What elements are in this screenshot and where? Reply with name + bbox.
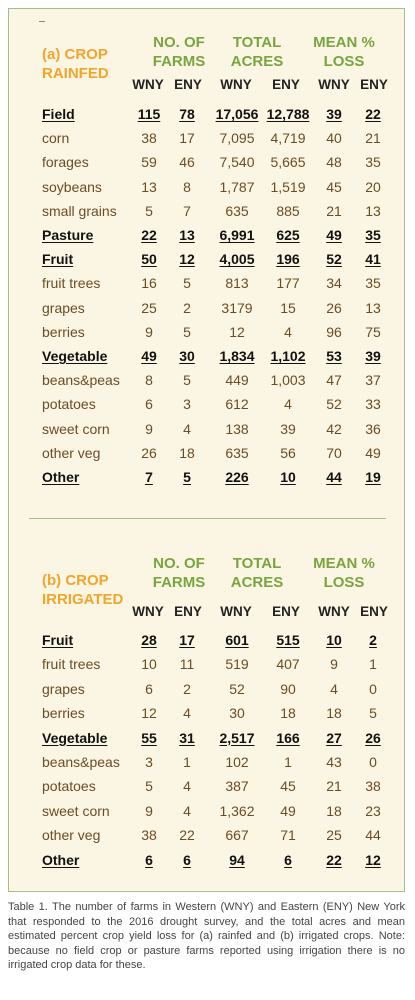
farms-wny-cell: 59	[141, 154, 157, 171]
table-row	[9, 395, 404, 419]
loss-wny-header: WNY	[318, 604, 350, 619]
loss-eny-header: ENY	[360, 604, 388, 619]
table-row	[9, 420, 404, 444]
acres-header: TOTAL ACRES	[230, 34, 284, 70]
acres-eny-cell: 196	[276, 251, 300, 268]
farms-wny-cell: 7	[145, 469, 153, 485]
row-label: Field	[42, 106, 75, 122]
farms-eny-header: ENY	[174, 604, 202, 619]
row-label: Other	[42, 851, 80, 868]
loss-eny-cell: 20	[365, 178, 381, 195]
farms-eny-cell: 7	[183, 202, 191, 219]
loss-wny-cell: 47	[326, 372, 342, 389]
acres-wny-cell: 7,095	[219, 130, 255, 147]
acres-wny-cell: 3179	[221, 299, 253, 316]
loss-eny-cell: 75	[365, 323, 381, 340]
farms-eny-cell: 4	[183, 778, 191, 795]
acres-eny-cell: 5,665	[270, 154, 306, 171]
loss-wny-cell: 18	[326, 705, 342, 722]
table-row	[9, 680, 404, 704]
farms-eny-cell: 1	[183, 754, 191, 770]
loss-eny-cell: 1	[369, 656, 377, 673]
row-label: berries	[42, 705, 85, 722]
loss-wny-cell: 21	[326, 202, 342, 219]
loss-header: MEAN % LOSS	[313, 34, 375, 70]
acres-wny-cell: 30	[229, 705, 245, 722]
loss-wny-cell: 48	[326, 154, 342, 171]
acres-eny-cell: 407	[276, 656, 300, 673]
loss-wny-cell: 52	[326, 251, 342, 268]
farms-eny-cell: 4	[183, 802, 191, 819]
farms-eny-cell: 4	[183, 420, 191, 437]
loss-eny-cell: 39	[365, 348, 381, 364]
table-row	[9, 631, 404, 655]
loss-eny-cell: 37	[365, 372, 381, 389]
table-row	[9, 274, 404, 298]
acres-eny-cell: 885	[276, 202, 300, 219]
acres-wny-cell: 94	[229, 851, 245, 868]
farms-wny-cell: 6	[145, 396, 153, 413]
loss-eny-cell: 49	[365, 444, 381, 461]
loss-eny-cell: 0	[369, 754, 377, 770]
table-row	[9, 250, 404, 274]
acres-wny-cell: 7,540	[219, 154, 255, 171]
table-row	[9, 153, 404, 177]
farms-eny-cell: 78	[179, 106, 195, 122]
loss-eny-cell: 44	[365, 827, 381, 844]
row-label: Vegetable	[42, 348, 108, 364]
acres-eny-cell: 49	[280, 802, 296, 819]
loss-wny-cell: 43	[326, 754, 342, 770]
farms-eny-cell: 5	[183, 323, 191, 340]
loss-eny-cell: 38	[365, 778, 381, 795]
row-label: potatoes	[42, 778, 96, 795]
acres-wny-cell: 2,517	[219, 729, 255, 746]
loss-wny-cell: 21	[326, 778, 342, 795]
row-label: fruit trees	[42, 275, 101, 292]
row-label: sweet corn	[42, 802, 110, 819]
loss-wny-cell: 40	[326, 130, 342, 147]
loss-eny-cell: 19	[365, 469, 381, 485]
acres-wny-cell: 519	[225, 656, 249, 673]
farms-wny-cell: 28	[141, 632, 157, 648]
acres-wny-cell: 52	[229, 680, 245, 697]
farms-wny-cell: 5	[145, 202, 153, 219]
loss-wny-cell: 4	[330, 680, 338, 697]
loss-wny-cell: 53	[326, 348, 342, 364]
farms-eny-cell: 18	[179, 444, 195, 461]
row-label: sweet corn	[42, 420, 110, 437]
farms-eny-cell: 17	[179, 632, 195, 648]
acres-eny-cell: 625	[276, 227, 300, 243]
acres-wny-cell: 1,787	[219, 178, 255, 195]
table-row	[9, 704, 404, 728]
acres-eny-cell: 10	[280, 469, 296, 485]
loss-eny-cell: 21	[365, 130, 381, 147]
farms-wny-cell: 6	[145, 851, 153, 868]
loss-wny-cell: 18	[326, 802, 342, 819]
farms-eny-cell: 6	[183, 851, 191, 868]
row-label: potatoes	[42, 396, 96, 413]
acres-wny-cell: 226	[225, 469, 249, 485]
loss-eny-cell: 13	[365, 202, 381, 219]
farms-wny-cell: 115	[137, 106, 161, 122]
loss-eny-cell: 35	[365, 154, 381, 171]
acres-eny-cell: 4	[284, 396, 292, 413]
row-label: Fruit	[42, 251, 74, 268]
loss-wny-cell: 39	[326, 106, 342, 122]
acres-header: TOTAL ACRES	[230, 555, 284, 591]
acres-wny-cell: 12	[229, 323, 245, 340]
loss-wny-cell: 25	[326, 827, 342, 844]
loss-wny-cell: 27	[326, 729, 342, 746]
row-label: corn	[42, 130, 70, 147]
farms-wny-cell: 22	[141, 227, 157, 243]
farms-wny-cell: 9	[145, 802, 153, 819]
farms-header: NO. OF FARMS	[152, 555, 206, 591]
farms-wny-cell: 13	[141, 178, 157, 195]
acres-eny-cell: 45	[280, 778, 296, 795]
farms-wny-header: WNY	[132, 604, 164, 619]
farms-eny-cell: 17	[179, 130, 195, 147]
farms-eny-cell: 3	[183, 396, 191, 413]
farms-wny-cell: 12	[141, 705, 157, 722]
loss-eny-cell: 22	[365, 106, 381, 122]
acres-eny-cell: 177	[276, 275, 300, 292]
loss-wny-cell: 52	[326, 396, 342, 413]
row-label: grapes	[42, 299, 85, 316]
farms-eny-cell: 2	[183, 299, 191, 316]
acres-eny-cell: 15	[280, 299, 296, 316]
loss-eny-cell: 26	[365, 729, 381, 746]
acres-eny-cell: 1,102	[270, 348, 306, 364]
row-label: soybeans	[42, 178, 102, 195]
row-label: other veg	[42, 827, 101, 844]
acres-wny-cell: 17,056	[215, 106, 259, 122]
farms-wny-cell: 50	[141, 251, 157, 268]
row-label: Fruit	[42, 632, 74, 648]
farms-eny-cell: 8	[183, 178, 191, 195]
farms-eny-cell: 5	[183, 469, 191, 485]
farms-eny-cell: 5	[183, 372, 191, 389]
acres-eny-cell: 71	[280, 827, 296, 844]
acres-eny-cell: 56	[280, 444, 296, 461]
loss-wny-cell: 49	[326, 227, 342, 243]
loss-wny-cell: 70	[326, 444, 342, 461]
farms-eny-cell: 12	[179, 251, 195, 268]
acres-eny-cell: 166	[276, 729, 300, 746]
loss-eny-cell: 0	[369, 680, 377, 697]
farms-eny-cell: 46	[179, 154, 195, 171]
loss-eny-cell: 13	[365, 299, 381, 316]
farms-wny-cell: 3	[145, 754, 153, 770]
loss-wny-cell: 96	[326, 323, 342, 340]
row-label: Other	[42, 469, 80, 485]
rainfed-title: (a) CROP RAINFED	[42, 46, 109, 82]
loss-eny-header: ENY	[360, 77, 388, 92]
acres-wny-cell: 102	[225, 754, 249, 770]
table-row	[9, 226, 404, 250]
loss-wny-cell: 10	[326, 632, 342, 648]
row-label: fruit trees	[42, 656, 101, 673]
section-divider	[29, 518, 386, 519]
farms-eny-cell: 2	[183, 680, 191, 697]
acres-wny-cell: 387	[225, 778, 249, 795]
farms-eny-cell: 31	[179, 729, 195, 746]
table-row	[9, 729, 404, 753]
table-row	[9, 851, 404, 875]
acres-eny-header: ENY	[272, 77, 300, 92]
acres-eny-cell: 1,519	[270, 178, 306, 195]
acres-eny-cell: 18	[280, 705, 296, 722]
farms-wny-cell: 9	[145, 323, 153, 340]
acres-wny-cell: 6,991	[219, 227, 255, 243]
loss-wny-cell: 26	[326, 299, 342, 316]
loss-wny-cell: 22	[326, 851, 342, 868]
farms-wny-cell: 16	[141, 275, 157, 292]
farms-wny-cell: 49	[141, 348, 157, 364]
acres-eny-cell: 12,788	[266, 106, 310, 122]
acres-wny-cell: 1,834	[219, 348, 255, 364]
farms-wny-cell: 9	[145, 420, 153, 437]
table-caption: Table 1. The number of farms in Western (WNY) and Eastern (ENY) New York that responded to the 2016 drought survey, and the total acres and mean estimated percent crop yield loss for (a) rainfed and (b) irrigated crops. Note: because no field crop or pasture farms reported using irrigation there is no irrigated crop data for these.	[8, 901, 405, 971]
loss-eny-cell: 33	[365, 396, 381, 413]
acres-eny-cell: 6	[284, 851, 292, 868]
loss-eny-cell: 36	[365, 420, 381, 437]
farms-wny-cell: 6	[145, 680, 153, 697]
acres-wny-cell: 601	[225, 632, 249, 648]
loss-wny-cell: 42	[326, 420, 342, 437]
loss-wny-cell: 44	[326, 469, 342, 485]
farms-wny-cell: 26	[141, 444, 157, 461]
loss-eny-cell: 35	[365, 275, 381, 292]
acres-wny-cell: 138	[225, 420, 249, 437]
farms-wny-cell: 55	[141, 729, 157, 746]
farms-eny-cell: 22	[179, 827, 195, 844]
table-row	[9, 178, 404, 202]
farms-eny-cell: 30	[179, 348, 195, 364]
row-label: Pasture	[42, 227, 94, 243]
acres-wny-cell: 635	[225, 444, 249, 461]
irrigated-title: (b) CROP IRRIGATED	[42, 572, 124, 608]
corner-mark	[39, 21, 45, 22]
table-row	[9, 323, 404, 347]
loss-wny-header: WNY	[318, 77, 350, 92]
table-row	[9, 202, 404, 226]
loss-wny-cell: 34	[326, 275, 342, 292]
table-row	[9, 129, 404, 153]
farms-header: NO. OF FARMS	[152, 34, 206, 70]
row-label: berries	[42, 323, 85, 340]
row-label: other veg	[42, 444, 101, 461]
table-panel	[8, 8, 405, 892]
table-row	[9, 371, 404, 395]
farms-eny-cell: 13	[179, 227, 195, 243]
row-label: forages	[42, 154, 89, 171]
acres-wny-cell: 449	[225, 372, 249, 389]
table-row	[9, 105, 404, 129]
row-label: Vegetable	[42, 729, 108, 746]
acres-wny-cell: 635	[225, 202, 249, 219]
acres-eny-cell: 4	[284, 323, 292, 340]
acres-eny-cell: 39	[280, 420, 296, 437]
acres-wny-cell: 1,362	[219, 802, 255, 819]
table-row	[9, 753, 404, 777]
table-row	[9, 802, 404, 826]
table-row	[9, 299, 404, 323]
loss-wny-cell: 9	[330, 656, 338, 673]
table-row	[9, 347, 404, 371]
loss-header: MEAN % LOSS	[313, 555, 375, 591]
acres-eny-cell: 1	[284, 754, 292, 770]
row-label: beans&peas	[42, 372, 120, 389]
farms-eny-cell: 4	[183, 705, 191, 722]
row-label: small grains	[42, 202, 117, 219]
farms-wny-cell: 38	[141, 130, 157, 147]
loss-eny-cell: 5	[369, 705, 377, 722]
table-row	[9, 826, 404, 850]
acres-eny-cell: 90	[280, 680, 296, 697]
farms-eny-cell: 5	[183, 275, 191, 292]
loss-eny-cell: 23	[365, 802, 381, 819]
row-label: beans&peas	[42, 754, 120, 770]
table-row	[9, 468, 404, 492]
farms-wny-cell: 5	[145, 778, 153, 795]
farms-wny-cell: 25	[141, 299, 157, 316]
farms-wny-header: WNY	[132, 77, 164, 92]
farms-eny-cell: 11	[179, 656, 195, 673]
acres-wny-cell: 667	[225, 827, 249, 844]
acres-wny-cell: 612	[225, 396, 249, 413]
acres-wny-header: WNY	[220, 77, 252, 92]
farms-wny-cell: 38	[141, 827, 157, 844]
table-row	[9, 777, 404, 801]
table-row	[9, 655, 404, 679]
acres-eny-cell: 4,719	[270, 130, 306, 147]
table-row	[9, 444, 404, 468]
row-label: grapes	[42, 680, 85, 697]
loss-wny-cell: 45	[326, 178, 342, 195]
loss-eny-cell: 35	[365, 227, 381, 243]
farms-wny-cell: 8	[145, 372, 153, 389]
loss-eny-cell: 2	[369, 632, 377, 648]
acres-eny-cell: 515	[276, 632, 300, 648]
loss-eny-cell: 41	[365, 251, 381, 268]
acres-wny-header: WNY	[220, 604, 252, 619]
acres-wny-cell: 813	[225, 275, 249, 292]
farms-wny-cell: 10	[141, 656, 157, 673]
loss-eny-cell: 12	[365, 851, 381, 868]
farms-eny-header: ENY	[174, 77, 202, 92]
acres-wny-cell: 4,005	[219, 251, 255, 268]
acres-eny-header: ENY	[272, 604, 300, 619]
acres-eny-cell: 1,003	[270, 372, 306, 389]
